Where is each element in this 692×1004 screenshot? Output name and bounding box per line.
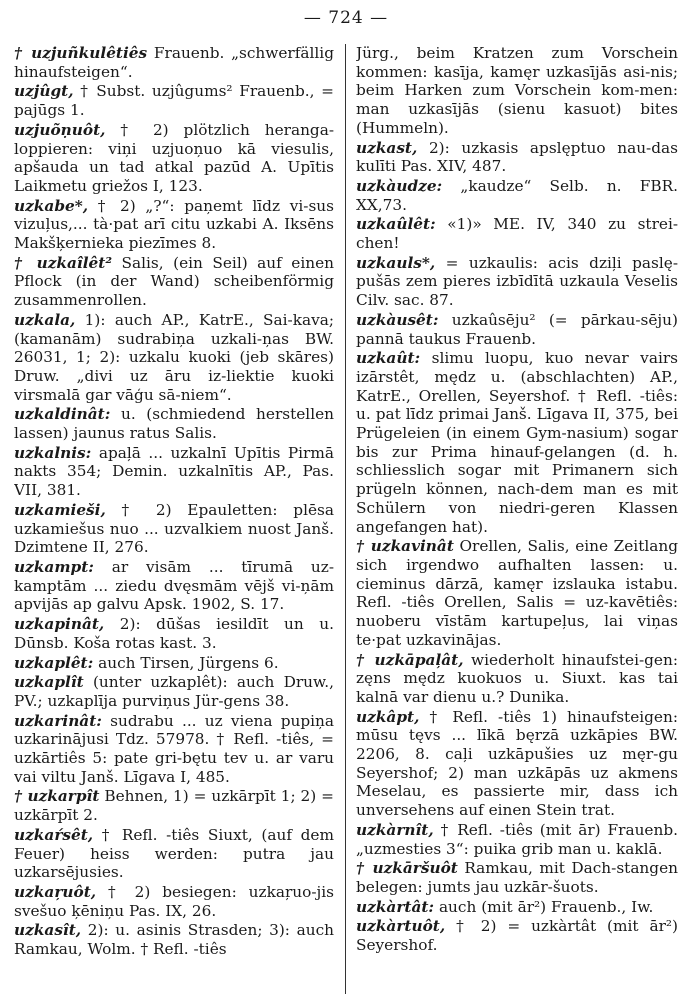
dictionary-entry bbox=[14, 82, 334, 119]
dictionary-entry bbox=[356, 651, 678, 707]
entry-text: Frauenb. „schwerfällig hinaufsteigen“. bbox=[14, 44, 334, 81]
dictionary-entry bbox=[14, 197, 334, 253]
entry-text: † 2) plötzlich heranga-loppieren: viņi uzjuoņuo kā viesulis, apšauda un tad atkal pazūd A. Upītis Laikmetu griežos I, 123. bbox=[14, 120, 334, 195]
entry-text: † Refl. -tiês 1) hinaufsteigen: mūsu tęvs ... līkā bęrzā uzkāpies BW. 2206, 8. caļi uzkāpušies uz męr-gu Seyershof; 2) man uzkāpās uz akmens Meselau, es passierte mir, dass ich unversehens auf einen Stein trat. bbox=[356, 707, 678, 820]
entry-headword: uzkaplît bbox=[14, 673, 84, 692]
dictionary-entry bbox=[14, 615, 334, 652]
page-number: — 724 — bbox=[303, 8, 389, 28]
entry-text: «1)» ME. IV, 340 zu strei-chen! bbox=[356, 215, 678, 253]
entry-headword: † uzkaîlêt² bbox=[14, 253, 113, 272]
entry-headword: uzkarinât: bbox=[14, 711, 102, 730]
entry-headword: uzkala, bbox=[14, 310, 76, 329]
entry-headword: uzkâpt, bbox=[356, 707, 420, 726]
entry-headword: uzkapinât, bbox=[14, 615, 105, 634]
entry-headword: uzkasît, bbox=[14, 921, 82, 940]
entry-text: † Subst. uzjûgums² Frauenb., = pajūgs 1. bbox=[14, 82, 334, 120]
dictionary-entry bbox=[14, 254, 334, 310]
left-column bbox=[14, 44, 334, 994]
entry-text: auch (mit ār²) Frauenb., Iw. bbox=[434, 897, 654, 916]
entry-text: ar visām ... tīrumā uz-kamptām ... ziedu dvęsmām vējš vi-ņām apvijās ap galvu Apsk. 1902, S. 17. bbox=[14, 557, 334, 614]
entry-text: † 2) Epauletten: plēsa uzkamiešus nuo ... uzvalkiem nuost Janš. Dzimtene II, 276. bbox=[14, 500, 334, 557]
entry-headword: uzkampt: bbox=[14, 557, 94, 576]
entry-headword: uzkàrtât: bbox=[356, 897, 435, 916]
entry-headword: uzkauls*, bbox=[356, 253, 436, 272]
dictionary-entry bbox=[356, 708, 678, 820]
entry-headword: uzjuõṇuôt, bbox=[14, 120, 106, 139]
entry-headword: uzkamieši, bbox=[14, 500, 106, 519]
dictionary-entry bbox=[14, 712, 334, 787]
dictionary-entry bbox=[356, 311, 678, 348]
entry-headword: † uzjuñkulêtiês bbox=[14, 44, 148, 62]
right-column bbox=[356, 44, 678, 994]
entry-headword: uzkàrnît, bbox=[356, 820, 434, 839]
entry-text: auch Tirsen, Jürgens 6. bbox=[93, 653, 279, 672]
entry-headword: uzkaût: bbox=[356, 349, 421, 368]
dictionary-entry bbox=[356, 139, 678, 176]
dictionary-entry bbox=[14, 787, 334, 824]
entry-text: Orellen, Salis, eine Zeitlang sich irgendwo aufhalten lassen: u. cieminus dārzā, kamęr izslauka istabu. Refl. -tiês Orellen, Salis = uz-kavētiês: nuoberu vīstām kartupeļus, lai viņas te·pat uzkavinājas. bbox=[356, 537, 678, 649]
entry-headword: uzjûgt, bbox=[14, 82, 74, 101]
entry-text: = uzkaulis: acis dziļi paslę-pušās zem pieres izbīdītā uzkaula Veselis Cilv. sac. 87. bbox=[356, 253, 678, 310]
entry-headword: uzkaplêt: bbox=[14, 653, 94, 672]
entry-text: (unter uzkaplêt): auch Druw., PV.; uzkaplīja purviņus Jür-gens 38. bbox=[14, 673, 334, 710]
dictionary-entry bbox=[14, 444, 334, 500]
entry-headword: † uzkarpît bbox=[14, 787, 100, 806]
dictionary-entry bbox=[356, 859, 678, 896]
dictionary-entry bbox=[14, 654, 334, 673]
entry-text: apaļā ... uzkalnī Upītis Pirmā nakts 354; Demin. uzkalnītis AP., Pas. VII, 381. bbox=[14, 443, 334, 500]
entry-headword: uzkalnis: bbox=[14, 443, 92, 462]
dictionary-entry bbox=[356, 537, 678, 649]
entry-text: † 2) besiegen: uzkaŗuo-jis svešuo ķēniņu Pas. IX, 26. bbox=[14, 882, 334, 920]
dictionary-entry bbox=[14, 921, 334, 958]
entry-text: † Refl. -tiês (mit ār) Frauenb. „uzmesties 3“: puika grib man u. kaklā. bbox=[356, 820, 678, 858]
column-divider bbox=[345, 44, 346, 994]
entry-headword: uzkàudze: bbox=[356, 176, 443, 195]
dictionary-entry bbox=[14, 405, 334, 442]
entry-text: Jürg., beim Kratzen zum Vorschein kommen: kasīja, kamęr uzkasījās asi-nis; beim Harken zum Vorschein kom-men: man uzkasījās (sienu kasuot) bites (Hummeln). bbox=[356, 44, 678, 137]
dictionary-entry bbox=[356, 349, 678, 536]
entry-text: 2): u. asinis Strasden; 3): auch Ramkau, Wolm. † Refl. -tiês bbox=[14, 921, 334, 959]
entry-text: „kaudze“ Selb. n. FBR. XX,73. bbox=[356, 176, 678, 214]
entry-headword: uzkàrtuôt, bbox=[356, 917, 446, 936]
entry-headword: uzkast, bbox=[356, 138, 418, 157]
entry-headword: uzkàusêt: bbox=[356, 310, 439, 329]
entry-text: 1): auch AP., KatrE., Sai-kava; (kamanām) sudrabiņa uzkali-ņas BW. 26031, 1; 2): uzkalu kuoki (jeb skāres) Druw. „divi uz āru iz-liektie kuoki virsmalā gar vāģu sā-niem“. bbox=[14, 310, 334, 404]
dictionary-entry bbox=[356, 821, 678, 858]
entry-headword: uzkaldinât: bbox=[14, 405, 111, 424]
entry-text: † Refl. -tiês Siuxt, (auf dem Feuer) heiss werden: putra jau uzkarsējusies. bbox=[14, 825, 334, 882]
dictionary-entry bbox=[356, 917, 678, 954]
entry-text: Salis, (ein Seil) auf einen Pflock (in der Wand) scheibenförmig zusammenrollen. bbox=[14, 253, 334, 310]
entry-text: † 2) = uzkàrtât (mit ār²) Seyershof. bbox=[356, 917, 678, 955]
entry-text: † 2) „?“: paņemt līdz vi-sus vizuļus,... tà·pat arī citu uzkabi A. Iksēns Makšķernieka piezīmes 8. bbox=[14, 196, 334, 253]
dictionary-entry bbox=[14, 501, 334, 557]
entry-text: sudrabu ... uz viena pupiņa uzkarinājusi Tdz. 57978. † Refl. -tiês, = uzkārtiês 5: pate gri-bętu tev u. ar varu vai viltu Janš. Līgava I, 485. bbox=[14, 711, 334, 786]
entry-text: u. (schmiedend herstellen lassen) jaunus ratus Salis. bbox=[14, 405, 334, 443]
entry-text: 2): uzkasis apslęptuo nau-das kulīti Pas. XIV, 487. bbox=[356, 138, 678, 176]
dictionary-entry bbox=[14, 883, 334, 920]
dictionary-entry bbox=[14, 673, 334, 710]
entry-text: 2): dūšas iesildīt un u. Dūnsb. Koša rotas kast. 3. bbox=[14, 615, 334, 652]
dictionary-entry bbox=[14, 558, 334, 614]
dictionary-entry bbox=[356, 44, 678, 138]
dictionary-entry bbox=[356, 215, 678, 252]
entry-text: wiederholt hinaufstei-gen: zęns mędz kuokuos u. Siuxt. kas tai kalnā var dienu u.? Dunika. bbox=[356, 650, 678, 706]
entry-text: Behnen, 1) = uzkārpīt 1; 2) = uzkārpīt 2. bbox=[14, 787, 334, 825]
entry-headword: uzkabe*, bbox=[14, 196, 89, 215]
entry-text: uzkaûsēju² (= pārkau-sēju) pannā taukus Frauenb. bbox=[356, 310, 678, 348]
entry-headword: † uzkāpaļât, bbox=[356, 650, 464, 669]
entry-text: Ramkau, mit Dach-stangen belegen: jumts jau uzkār-šuots. bbox=[356, 859, 678, 896]
dictionary-entry bbox=[14, 826, 334, 882]
dictionary-entry bbox=[14, 121, 334, 196]
dictionary-entry bbox=[356, 898, 678, 917]
entry-headword: † uzkavinât bbox=[356, 537, 454, 556]
dictionary-entry bbox=[14, 44, 334, 81]
entry-headword: uzkaŕsêt, bbox=[14, 825, 94, 844]
dictionary-entry bbox=[356, 254, 678, 310]
dictionary-entry bbox=[14, 311, 334, 405]
entry-text: slimu luopu, kuo nevar vairs izārstêt, mędz u. (abschlachten) AP., KatrE., Orellen, Seyershof. † Refl. -tiês: u. pat līdz primai Janš. Līgava II, 375, bei Prügeleien (in einem Gym-nasium) sogar bis zur Prima hinauf-gelangen (d. h. schliesslich sogar mit Primanern sich prügeln können, nach-dem man es mit Schülern von niedri-geren Klassen angefangen hat). bbox=[356, 349, 678, 536]
entry-headword: † uzkāršuôt bbox=[356, 859, 458, 878]
entry-headword: uzkaûlêt: bbox=[356, 215, 436, 234]
dictionary-entry bbox=[356, 177, 678, 214]
entry-headword: uzkaŗuôt, bbox=[14, 882, 97, 901]
